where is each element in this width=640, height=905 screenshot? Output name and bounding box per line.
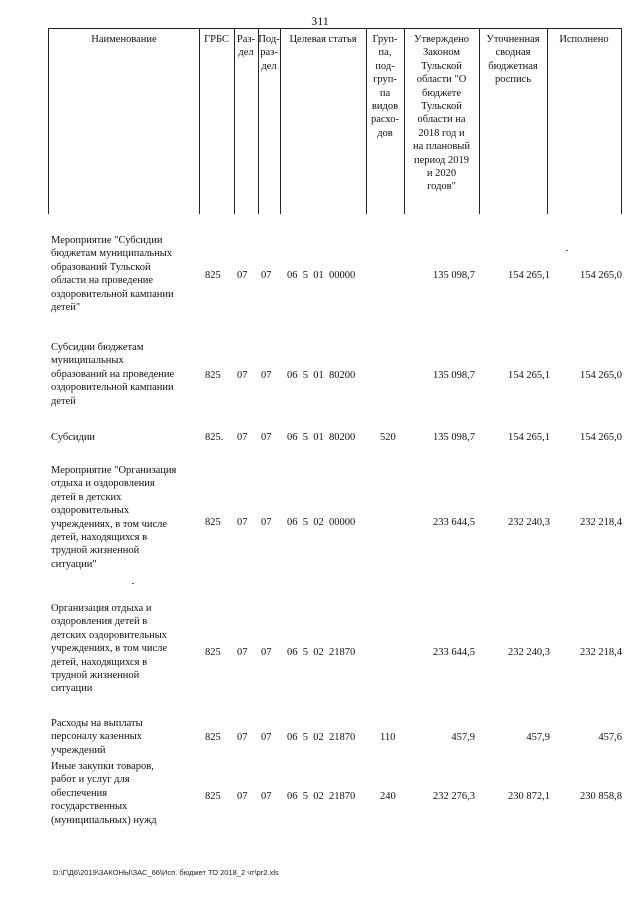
header-razdel: Раз- дел xyxy=(236,34,256,59)
row-ispolneno: 232 218,4 xyxy=(580,517,622,528)
row-name: Иные закупки товаров, работ и услуг для обеспечения государственных (муниципальных) нужд xyxy=(51,761,157,826)
row-name: Мероприятие "Организация отдыха и оздоровления детей в детских оздоровительных учреждениях, в том числе детей, находящихся в трудной жизненной ситуации" xyxy=(51,465,177,570)
row-grbs: 825 xyxy=(205,647,221,658)
row-utochnennaya: 230 872,1 xyxy=(508,791,550,802)
row-grbs: 825 xyxy=(205,517,221,528)
scan-speck xyxy=(566,250,568,251)
row-celevaya-statya: 06 5 01 00000 xyxy=(287,270,356,281)
row-utochnennaya: 232 240,3 xyxy=(508,517,550,528)
row-razdel: 07 xyxy=(237,432,248,443)
row-razdel: 07 xyxy=(237,370,248,381)
row-podrazdel: 07 xyxy=(261,647,272,658)
row-utverzhdeno: 457,9 xyxy=(451,732,475,743)
row-celevaya-statya: 06 5 02 00000 xyxy=(287,517,356,528)
row-ispolneno: 154 265,0 xyxy=(580,432,622,443)
row-ispolneno: 154 265,0 xyxy=(580,270,622,281)
row-razdel: 07 xyxy=(237,791,248,802)
row-vid-rashodov: 520 xyxy=(380,432,396,443)
row-utochnennaya: 154 265,1 xyxy=(508,432,550,443)
row-ispolneno: 457,6 xyxy=(598,732,622,743)
row-utverzhdeno: 135 098,7 xyxy=(433,270,475,281)
row-podrazdel: 07 xyxy=(261,270,272,281)
header-celevaya-statya: Целевая статья xyxy=(289,34,357,45)
row-ispolneno: 154 265,0 xyxy=(580,370,622,381)
row-utverzhdeno: 233 644,5 xyxy=(433,647,475,658)
header-podrazdel: Под- раз- дел xyxy=(258,34,280,72)
row-utochnennaya: 457,9 xyxy=(526,732,550,743)
row-celevaya-statya: 06 5 01 80200 xyxy=(287,432,356,443)
row-vid-rashodov: 110 xyxy=(380,732,396,743)
footer-file-path: D:\Г\Д6\2019\ЗАКОНЫ\ЗАС_66\Исп. бюджет ТО 2018_2 чт\pr2.xls xyxy=(53,868,279,877)
row-name: Субсидии бюджетам муниципальных образований на проведение оздоровительной кампании детей xyxy=(51,342,175,407)
header-name: Наименование xyxy=(91,34,157,45)
header-vid-rashodov: Груп- па, под- груп- па видов расхо- дов xyxy=(370,34,400,139)
row-name: Расходы на выплаты персоналу казенных учреждений xyxy=(51,718,143,756)
row-name: Субсидии xyxy=(51,432,96,443)
row-razdel: 07 xyxy=(237,270,248,281)
row-vid-rashodov: 240 xyxy=(380,791,396,802)
header-divider xyxy=(547,28,548,214)
row-celevaya-statya: 06 5 02 21870 xyxy=(287,791,356,802)
row-utochnennaya: 154 265,1 xyxy=(508,270,550,281)
row-grbs: 825. xyxy=(205,432,224,443)
row-grbs: 825 xyxy=(205,270,221,281)
header-utochnennaya: Уточненная сводная бюджетная роспись xyxy=(486,34,540,86)
row-utochnennaya: 154 265,1 xyxy=(508,370,550,381)
row-podrazdel: 07 xyxy=(261,517,272,528)
row-utverzhdeno: 135 098,7 xyxy=(433,432,475,443)
row-celevaya-statya: 06 5 02 21870 xyxy=(287,647,356,658)
row-utochnennaya: 232 240,3 xyxy=(508,647,550,658)
row-ispolneno: 232 218,4 xyxy=(580,647,622,658)
header-divider xyxy=(621,28,622,214)
row-podrazdel: 07 xyxy=(261,370,272,381)
row-ispolneno: 230 858,8 xyxy=(580,791,622,802)
header-divider xyxy=(280,28,281,214)
row-utverzhdeno: 135 098,7 xyxy=(433,370,475,381)
row-name: Организация отдыха и оздоровления детей в детских оздоровительных учреждениях, в том числе детей, находящихся в трудной жизненной ситуации xyxy=(51,603,168,695)
header-ispolneno: Исполнено xyxy=(559,34,609,45)
header-top-border xyxy=(48,28,622,29)
header-grbs: ГРБС xyxy=(204,34,229,45)
row-podrazdel: 07 xyxy=(261,791,272,802)
row-razdel: 07 xyxy=(237,647,248,658)
header-utverzhdeno: Утверждено Законом Тульской области "О бюджете Тульской области на 2018 год и на плановый период 2019 и 2020 годов" xyxy=(413,34,470,193)
row-grbs: 825 xyxy=(205,732,221,743)
row-utverzhdeno: 232 276,3 xyxy=(433,791,475,802)
row-name: Мероприятие "Субсидии бюджетам муниципальных образований Тульской области на проведение оздоровительной кампании детей" xyxy=(51,235,174,314)
header-divider xyxy=(48,28,49,214)
scan-speck xyxy=(132,583,134,584)
row-razdel: 07 xyxy=(237,517,248,528)
row-razdel: 07 xyxy=(237,732,248,743)
row-celevaya-statya: 06 5 01 80200 xyxy=(287,370,356,381)
row-podrazdel: 07 xyxy=(261,732,272,743)
row-utverzhdeno: 233 644,5 xyxy=(433,517,475,528)
row-grbs: 825 xyxy=(205,370,221,381)
row-podrazdel: 07 xyxy=(261,432,272,443)
row-celevaya-statya: 06 5 02 21870 xyxy=(287,732,356,743)
page-number: 311 xyxy=(311,14,329,28)
row-grbs: 825 xyxy=(205,791,221,802)
header-divider xyxy=(199,28,200,214)
